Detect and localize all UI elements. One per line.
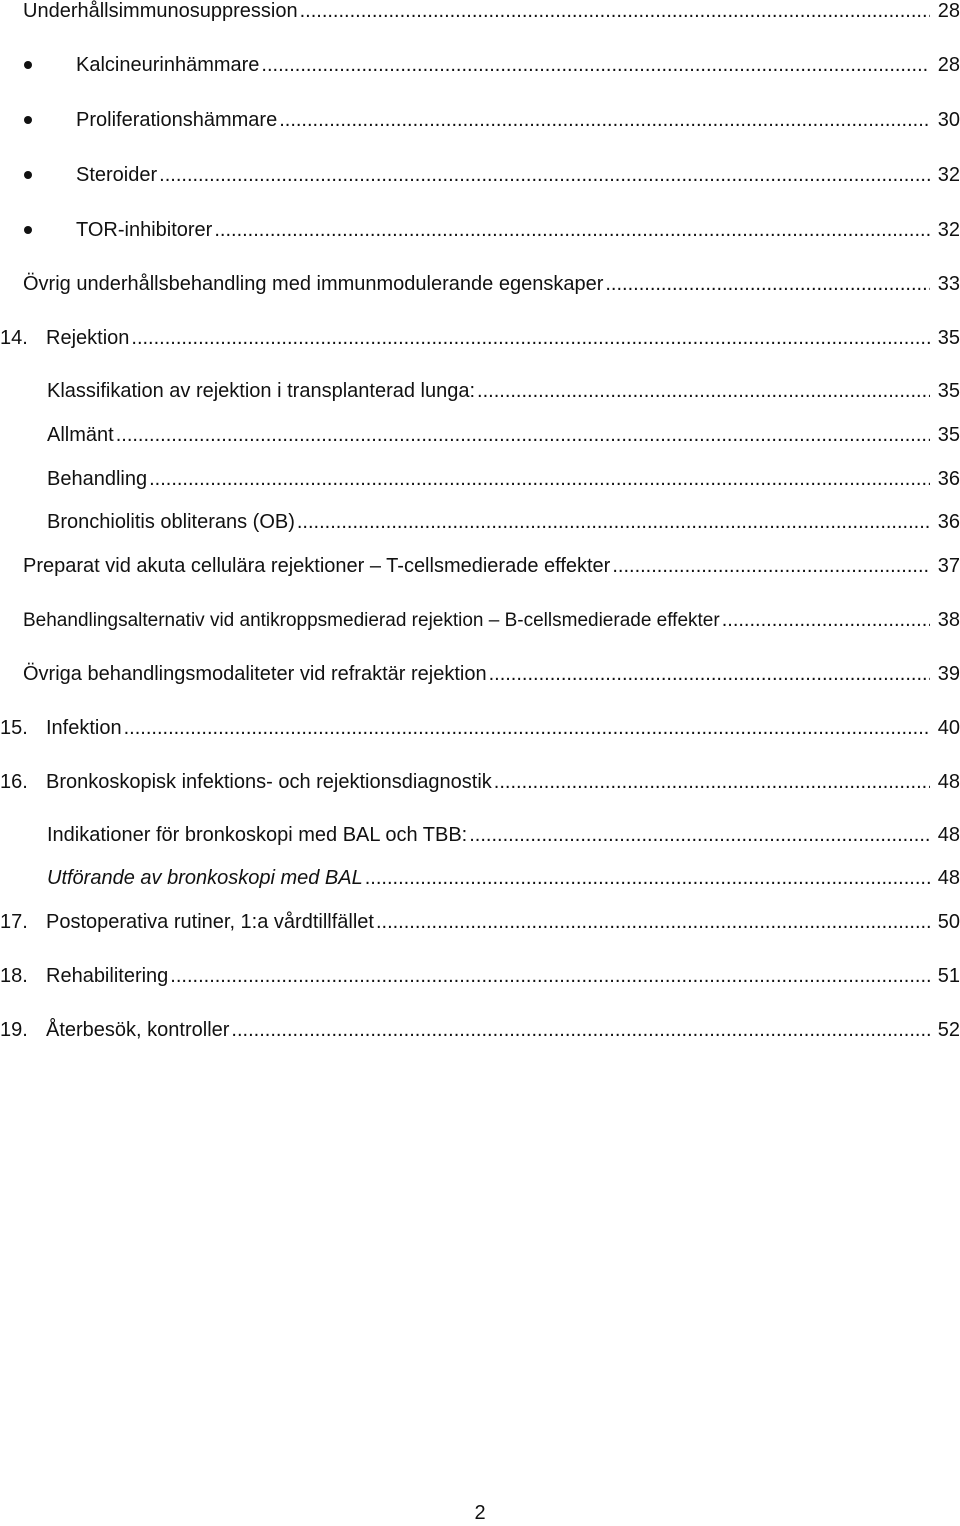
toc-entry[interactable] bbox=[0, 464, 960, 494]
toc-entry-page: 52 bbox=[937, 1019, 960, 1041]
toc-entry-page: 32 bbox=[937, 219, 960, 241]
toc-entry-title: Återbesök, kontroller bbox=[46, 1019, 230, 1041]
toc-entry[interactable] bbox=[0, 820, 960, 850]
toc-entry-title: Behandlingsalternativ vid antikroppsmedierad rejektion – B-cellsmedierade effekter bbox=[23, 610, 720, 631]
toc-entry-page: 28 bbox=[937, 0, 960, 22]
toc-entry-title: Underhållsimmunosuppression bbox=[23, 0, 298, 22]
toc-entry[interactable] bbox=[0, 105, 960, 135]
bullet-icon bbox=[24, 61, 32, 69]
toc-entry-page: 50 bbox=[937, 911, 960, 933]
toc-entry-title: Postoperativa rutiner, 1:a vårdtillfället bbox=[46, 911, 374, 933]
toc-leader-dots bbox=[261, 50, 930, 80]
toc-leader-dots bbox=[159, 160, 930, 190]
toc-entry-page: 35 bbox=[937, 424, 960, 446]
toc-leader-dots bbox=[612, 551, 930, 581]
toc-entry-page: 35 bbox=[937, 380, 960, 402]
toc-entry-page: 39 bbox=[937, 663, 960, 685]
toc-entry[interactable] bbox=[0, 907, 960, 937]
toc-entry-page: 37 bbox=[937, 555, 960, 577]
bullet-icon bbox=[24, 116, 32, 124]
toc-leader-dots bbox=[297, 507, 930, 537]
toc-leader-dots bbox=[214, 215, 930, 245]
toc-entry-number: 16. bbox=[0, 771, 28, 793]
toc-entry[interactable] bbox=[0, 713, 960, 743]
toc-entry-title: Preparat vid akuta cellulära rejektioner – T-cellsmedierade effekter bbox=[23, 555, 611, 577]
toc-entry-title: Klassifikation av rejektion i transplanterad lunga: bbox=[47, 380, 476, 402]
toc-entry-title: Behandling bbox=[47, 468, 148, 490]
toc-entry[interactable] bbox=[0, 269, 960, 299]
toc-entry-page: 40 bbox=[937, 717, 960, 739]
toc-entry-page: 30 bbox=[937, 109, 960, 131]
toc-entry-title: Bronkoskopisk infektions- och rejektionsdiagnostik bbox=[46, 771, 492, 793]
toc-entry-title: Rejektion bbox=[46, 327, 130, 349]
toc-entry-title: Kalcineurinhämmare bbox=[76, 54, 260, 76]
toc-entry-title: Utförande av bronkoskopi med BAL bbox=[47, 867, 363, 889]
toc-entry[interactable] bbox=[0, 1015, 960, 1045]
toc-entry-number: 18. bbox=[0, 965, 28, 987]
toc-entry-number: 14. bbox=[0, 327, 28, 349]
toc-entry[interactable] bbox=[0, 50, 960, 80]
toc-entry-number: 17. bbox=[0, 911, 28, 933]
toc-entry-title: Övrig underhållsbehandling med immunmodulerande egenskaper bbox=[23, 273, 604, 295]
toc-entry[interactable] bbox=[0, 605, 960, 635]
toc-leader-dots bbox=[489, 659, 930, 689]
toc-entry-title: Steroider bbox=[76, 164, 158, 186]
toc-leader-dots bbox=[170, 961, 930, 991]
toc-leader-dots bbox=[605, 269, 930, 299]
toc-entry-title: TOR-inhibitorer bbox=[76, 219, 213, 241]
page-number: 2 bbox=[474, 1502, 486, 1524]
toc-entry-page: 48 bbox=[937, 824, 960, 846]
toc-entry-title: Rehabilitering bbox=[46, 965, 169, 987]
toc-leader-dots bbox=[469, 820, 930, 850]
toc-leader-dots bbox=[149, 464, 930, 494]
toc-entry[interactable] bbox=[0, 507, 960, 537]
toc-entry-page: 36 bbox=[937, 511, 960, 533]
toc-leader-dots bbox=[365, 863, 930, 893]
toc-entry-title: Indikationer för bronkoskopi med BAL och TBB: bbox=[47, 824, 468, 846]
toc-leader-dots bbox=[494, 767, 930, 797]
toc-entry[interactable] bbox=[0, 323, 960, 353]
toc-leader-dots bbox=[116, 420, 930, 450]
toc-entry-number: 19. bbox=[0, 1019, 28, 1041]
toc-entry-title: Allmänt bbox=[47, 424, 114, 446]
toc-entry-page: 36 bbox=[937, 468, 960, 490]
toc-entry-title: Proliferationshämmare bbox=[76, 109, 278, 131]
toc-entry[interactable] bbox=[0, 420, 960, 450]
toc-entry-title: Övriga behandlingsmodaliteter vid refraktär rejektion bbox=[23, 663, 487, 685]
toc-entry-page: 32 bbox=[937, 164, 960, 186]
toc-leader-dots bbox=[279, 105, 930, 135]
toc-entry-title: Bronchiolitis obliterans (OB) bbox=[47, 511, 295, 533]
toc-leader-dots bbox=[231, 1015, 930, 1045]
toc-entry[interactable] bbox=[0, 863, 960, 893]
toc-entry-page: 28 bbox=[937, 54, 960, 76]
toc-entry[interactable] bbox=[0, 551, 960, 581]
toc-entry[interactable] bbox=[0, 160, 960, 190]
toc-leader-dots bbox=[124, 713, 930, 743]
toc-entry-page: 33 bbox=[937, 273, 960, 295]
toc-entry[interactable] bbox=[0, 376, 960, 406]
toc-leader-dots bbox=[300, 0, 930, 26]
toc-entry-page: 48 bbox=[937, 867, 960, 889]
toc-leader-dots bbox=[477, 376, 930, 406]
toc-entry-page: 51 bbox=[937, 965, 960, 987]
toc-entry-page: 35 bbox=[937, 327, 960, 349]
toc-leader-dots bbox=[722, 605, 930, 635]
toc-entry-title: Infektion bbox=[46, 717, 122, 739]
toc-entry[interactable] bbox=[0, 215, 960, 245]
toc-leader-dots bbox=[131, 323, 930, 353]
bullet-icon bbox=[24, 171, 32, 179]
toc-entry[interactable] bbox=[0, 659, 960, 689]
toc-entry[interactable] bbox=[0, 0, 960, 26]
toc-entry[interactable] bbox=[0, 961, 960, 991]
toc-entry-page: 48 bbox=[937, 771, 960, 793]
toc-entry-number: 15. bbox=[0, 717, 28, 739]
bullet-icon bbox=[24, 226, 32, 234]
toc-entry-page: 38 bbox=[937, 609, 960, 631]
toc-entry[interactable] bbox=[0, 767, 960, 797]
toc-leader-dots bbox=[376, 907, 930, 937]
